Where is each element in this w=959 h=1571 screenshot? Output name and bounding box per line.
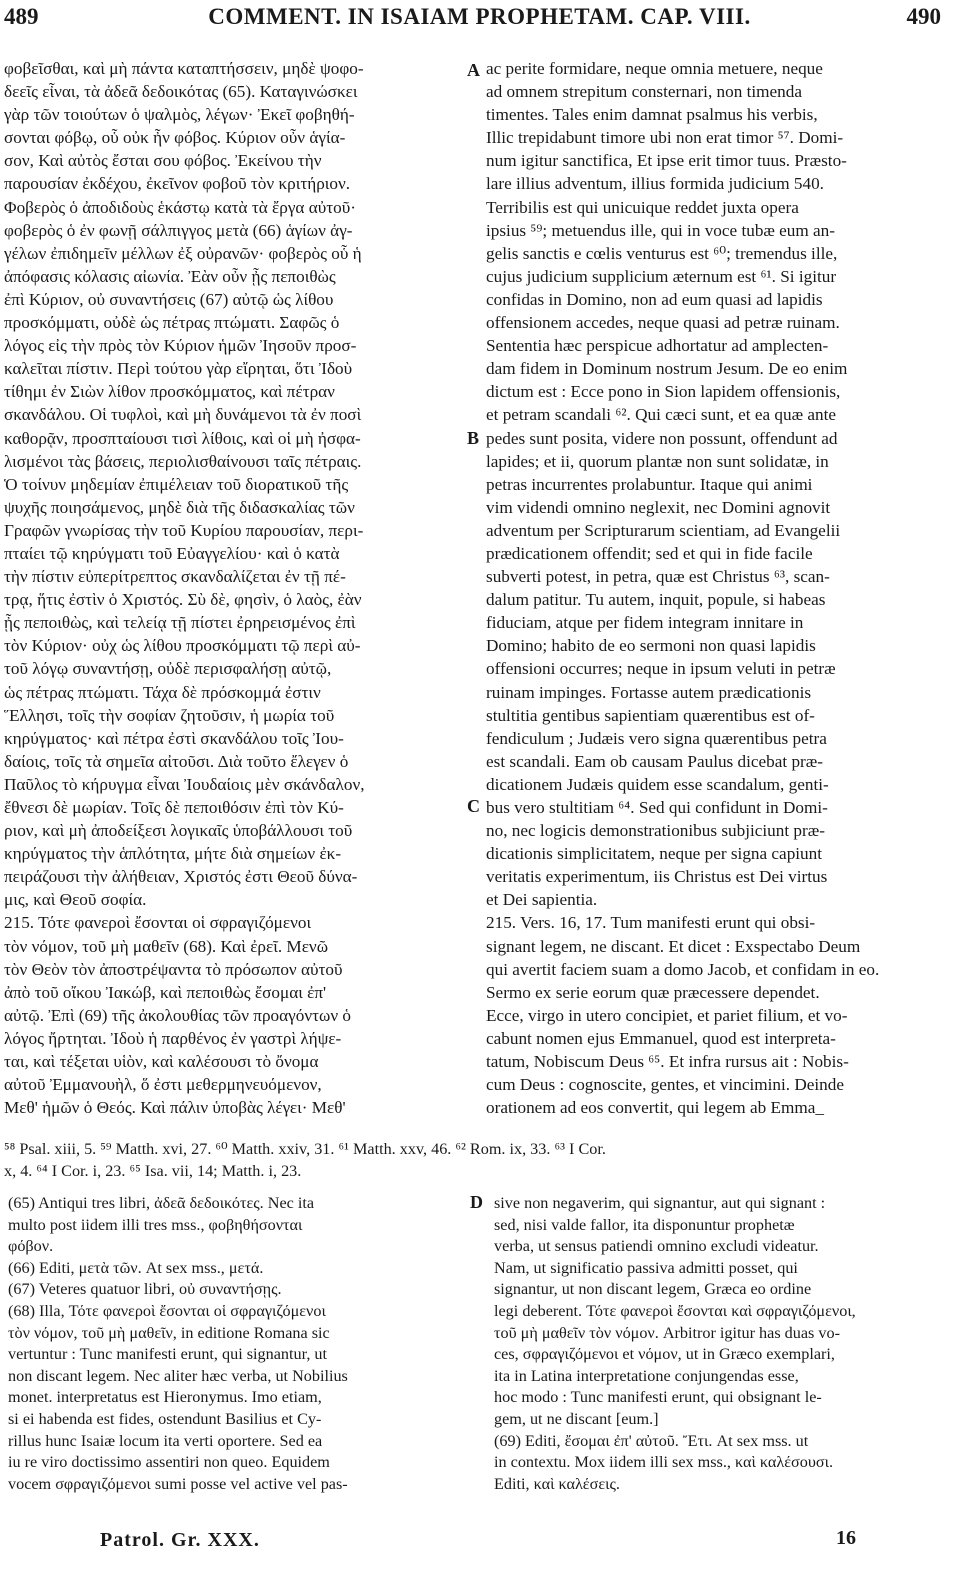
- latin-text-line: prædicationem offendit; sed et qui in fide facile: [486, 543, 813, 563]
- greek-text-line: γέλων ἐπιδημεῖν μέλλων ἐξ οὐρανῶν· φοβερὸς οὗ ἡ: [4, 243, 362, 263]
- latin-text-line: timentes. Tales enim damnat psalmus his verbis,: [486, 105, 818, 125]
- greek-text-line: Ἕλλησι, τοῖς τὴν σοφίαν ζητοῦσιν, ἡ μωρία τοῦ: [4, 705, 335, 725]
- note-line: (65) Antiqui tres libri, ἀδεᾶ δεδοικότες. Nec ita: [8, 1194, 315, 1212]
- greek-text-line: Φοβερὸς ὁ ἀποδιδοὺς ἑκάστῳ κατὰ τὰ ἔργα αὐτοῦ·: [4, 197, 356, 217]
- page-number-right: 490: [906, 4, 941, 29]
- latin-text-line: Illic trepidabunt timore ubi non erat timor ⁵⁷. Domi-: [486, 128, 844, 148]
- greek-text-line: πειράζουσι τὴν ἀλήθειαν, Χριστός ἐστι Θεοῦ δύνα-: [4, 867, 358, 887]
- greek-text-line: Παῦλος τὸ κήρυγμα εἶναι Ἰουδαίοις μὲν σκάνδαλον,: [4, 774, 365, 794]
- greek-text-line: Ὁ τοίνυν μηδεμίαν ἐπιμέλειαν τοῦ διορατικοῦ τῆς: [4, 474, 349, 494]
- greek-text-line: πταίει τῷ κηρύγματι τοῦ Εὐαγγελίου· καὶ ὁ κατὰ: [4, 543, 340, 563]
- latin-text-line: cum Deus : cognoscite, gentes, et vincimini. Deinde: [486, 1075, 844, 1095]
- greek-text-line: φοβεῖσθαι, καὶ μὴ πάντα καταπτήσσειν, μηδὲ ψοφο-: [4, 59, 364, 78]
- latin-text-line: fendiculum ; Judæis vero signa quærentibus petra: [486, 728, 827, 748]
- greek-text-line: σονται φόβῳ, οὗ οὐκ ἦν φόβος. Κύριον οὖν ἁγία-: [4, 128, 346, 148]
- section-marker-d: D: [470, 1192, 483, 1212]
- greek-text-line: κηρύγματος τὴν ἁπλότητα, μήτε διὰ σημείων ἐκ-: [4, 844, 342, 864]
- latin-text-line: stultitia gentibus sapientiam quærentibus est of-: [486, 705, 815, 725]
- note-line: signantur, ut non discant legem, Græca eo ordine: [494, 1280, 812, 1299]
- note-line: in contextu. Mox iidem illi sex mss., καὶ καλέσουσι.: [494, 1453, 834, 1472]
- note-line: φόβον.: [8, 1237, 54, 1256]
- note-line: verba, ut sensus patiendi omnino excludi videatur.: [494, 1237, 819, 1256]
- latin-text-line: Terribilis est qui unicuique reddet juxta opera: [486, 197, 799, 217]
- greek-text-line: τρᾳ, ἥτις ἐστὶν ὁ Χριστός. Σὺ δὲ, φησὶν, ὁ λαὸς, ἐὰν: [4, 590, 362, 610]
- latin-text-line: ac perite formidare, neque omnia metuere, neque: [486, 59, 823, 78]
- latin-text-line: est scandali. Eam ob causam Paulus dicebat præ-: [486, 751, 823, 771]
- section-marker-a: A: [467, 60, 480, 80]
- greek-text-line: λόγος εἰς τὴν πρὸς τὸν Κύριον ἡμῶν Ἰησοῦν προσ-: [4, 336, 357, 356]
- latin-text-line: lapides; et ii, quorum plantæ non sunt solidatæ, in: [486, 451, 829, 471]
- greek-text-line: ἀπόφασις κόλασις αἰωνία. Ἐὰν οὖν ᾖς πεποιθὼς: [4, 266, 336, 286]
- note-line: hoc modo : Tunc manifesti erunt, qui obsignant le-: [494, 1388, 822, 1407]
- latin-text-line: ad omnem strepitum consternari, non timenda: [486, 82, 802, 102]
- greek-text-line: 215. Τότε φανεροὶ ἔσονται οἱ σφραγιζόμενοι: [4, 913, 312, 933]
- greek-text-line: γὰρ τῶν τοιούτων ὁ ψαλμὸς, λέγων· Ἐκεῖ φοβηθή-: [4, 105, 355, 125]
- latin-text-line: num igitur sanctifica, Et ipse erit timor tuus. Præsto-: [486, 151, 847, 171]
- greek-text-line: τίθημι ἐν Σιὼν λίθον προσκόμματος, καὶ πέτραν: [4, 382, 335, 402]
- latin-text-line: confidas in Domino, non ad eum quasi ad lapidis: [486, 289, 823, 309]
- latin-text-line: dicationis simplicitatem, neque per signa capiunt: [486, 844, 823, 864]
- note-line: iu re viro doctissimo assentiri non queo. Equidem: [8, 1453, 330, 1472]
- latin-text-line: fiduciam, atque per fidem integram innitare in: [486, 613, 804, 633]
- note-line: (66) Editi, μετὰ τῶν. At sex mss., μετά.: [8, 1258, 264, 1277]
- editorial-notes-right: [494, 1193, 949, 1495]
- footer-series-title: Patrol. Gr. XXX.: [100, 1529, 260, 1551]
- note-line: sed, nisi valde fallor, ita disponuntur prophetæ: [494, 1215, 795, 1234]
- note-line: multo post iidem illi tres mss., φοβηθήσονται: [8, 1215, 303, 1234]
- greek-text-line: Μεθ' ἡμῶν ὁ Θεός. Καὶ πάλιν ὑποβὰς λέγει· Μεθ': [4, 1098, 346, 1118]
- latin-text-line: gelis sanctis e cœlis venturus est ⁶⁰; tremendus ille,: [486, 243, 838, 263]
- latin-text-line: ruinam impinges. Fortasse autem prædicationis: [486, 682, 812, 702]
- latin-text-line: dalum patitur. Tu autem, inquit, popule, si habeas: [486, 590, 826, 610]
- latin-text-line: Ecce, virgo in utero concipiet, et pariet filium, et vo-: [486, 1005, 848, 1025]
- latin-text-column: [486, 57, 941, 1119]
- note-line: monet. interpretatus est Hieronymus. Imo etiam,: [8, 1388, 322, 1407]
- greek-text-line: τὴν πίστιν εὐπερίτρεπτος σκανδαλίζεται ἐν τῇ πέ-: [4, 567, 346, 587]
- latin-text-line: 215. Vers. 16, 17. Tum manifesti erunt qui obsi-: [486, 913, 816, 933]
- note-line: ita in Latina interpretatione conjungendas esse,: [494, 1366, 799, 1385]
- greek-text-line: καλεῖται πίστιν. Περὶ τούτου γὰρ εἴρηται, ὅτι Ἰδοὺ: [4, 359, 353, 379]
- editorial-notes-left: [8, 1193, 468, 1495]
- greek-text-line: τὸν Κύριον· οὐχ ὡς λίθου προσκόμματι τῷ περὶ αὐ-: [4, 636, 361, 656]
- note-line: (67) Veteres quatuor libri, οὐ συναντήσῃς.: [8, 1280, 282, 1299]
- latin-text-line: Sententia hæc perspicue adhortatur ad amplecten-: [486, 336, 829, 356]
- latin-text-line: ipsius ⁵⁹; metuendus ille, qui in voce tubæ eum an-: [486, 220, 836, 240]
- greek-text-line: ψυχῆς ποιησάμενος, μηδὲ διὰ τῆς διδασκαλίας τῶν: [4, 497, 355, 517]
- section-marker-b: B: [467, 428, 480, 448]
- greek-text-line: σον, Καὶ αὐτὸς ἔσται σου φόβος. Ἐκείνου τὴν: [4, 151, 322, 171]
- latin-text-line: no, nec logicis demonstrationibus subjiciunt præ-: [486, 821, 825, 841]
- latin-text-line: dicationem Judæis quidem esse scandalum, genti-: [486, 774, 829, 794]
- latin-text-line: orationem ad eos convertit, qui legem ab Emma_: [486, 1098, 824, 1118]
- scripture-references: [4, 1139, 949, 1182]
- latin-text-line: lare illius adventum, illius formida judicium 540.: [486, 174, 824, 194]
- section-marker-c: C: [467, 796, 480, 816]
- latin-text-line: tatum, Nobiscum Deus ⁶⁵. Et infra rursus ait : Nobis-: [486, 1052, 849, 1072]
- latin-text-line: et petram scandali ⁶². Qui cæci sunt, et ea quæ ante: [486, 405, 837, 425]
- latin-text-line: pedes sunt posita, videre non possunt, offendunt ad: [486, 428, 838, 448]
- greek-text-line: αὐτοῦ Ἐμμανουὴλ, ὅ ἐστι μεθερμηνευόμενον,: [4, 1075, 322, 1095]
- latin-text-line: veritatis experimentum, iis Christus est Dei virtus: [486, 867, 828, 887]
- page-number-left: 489: [4, 4, 39, 29]
- note-line: Editi, καὶ καλέσεις.: [494, 1474, 620, 1493]
- greek-text-line: Γραφῶν γνωρίσας τὴν τοῦ Κυρίου παρουσίαν, περι-: [4, 520, 364, 540]
- latin-text-line: dictum est : Ecce pono in Sion lapidem offensionis,: [486, 382, 841, 402]
- latin-text-line: dam fidem in Dominum nostrum Jesum. De eo enim: [486, 359, 848, 379]
- footer-signature-number: 16: [836, 1527, 856, 1549]
- note-line: vocem σφραγιζόμενοι sumi posse vel active vel pas-: [8, 1474, 348, 1493]
- greek-text-line: λισμένοι τὰς βάσεις, περιολισθαίνουσι ταῖς πέτραις.: [4, 451, 362, 471]
- greek-text-column: [4, 57, 466, 1119]
- note-line: (68) Illa, Τότε φανεροὶ ἔσονται οἱ σφραγιζόμενοι: [8, 1301, 326, 1320]
- latin-text-line: Domino; habito de eo sermoni non quasi lapidis: [486, 636, 816, 656]
- note-line: ces, σφραγιζόμενοι et νόμον, ut in Græco exemplari,: [494, 1345, 835, 1364]
- greek-text-line: φοβερὸς ὁ ἐν φωνῇ σάλπιγγος μετὰ (66) ἁγίων ἀγ-: [4, 220, 353, 240]
- note-line: gem, ut ne discant [eum.]: [494, 1409, 659, 1428]
- note-line: rillus hunc Isaiæ locum ita verti oportere. Sed ea: [8, 1431, 323, 1450]
- greek-text-line: ὡς πέτρας πτώματι. Τάχα δὲ πρόσκομμά ἐστιν: [4, 682, 321, 702]
- note-line: τοῦ μὴ μαθεῖν τὸν νόμον. Arbitror igitur has duas vo-: [494, 1323, 840, 1342]
- latin-text-line: offensioni occurres; neque in ipsum veluti in petræ: [486, 659, 836, 679]
- note-line: si ei habenda est fides, ostendunt Basilius et Cy-: [8, 1409, 322, 1428]
- greek-text-line: τὸν νόμον, τοῦ μὴ μαθεῖν (68). Καὶ ἐρεῖ. Μενῶ: [4, 936, 329, 956]
- note-line: vertuntur : Tunc manifesti erunt, qui signantur, ut: [8, 1345, 328, 1364]
- scripture-reference-line: ⁵⁸ Psal. xiii, 5. ⁵⁹ Matth. xvi, 27. ⁶⁰ Matth. xxiv, 31. ⁶¹ Matth. xxv, 46. ⁶² Rom. ix, 33. ⁶³ I Cor.: [4, 1140, 606, 1158]
- greek-text-line: τὸν Θεὸν τὸν ἀποστρέψαντα τὸ πρόσωπον αὐτοῦ: [4, 959, 343, 979]
- greek-text-line: ται, καὶ τέξεται υἱὸν, καὶ καλέσουσι τὸ ὄνομα: [4, 1052, 319, 1072]
- latin-text-line: subverti potest, in petra, quæ est Christus ⁶³, scan-: [486, 567, 830, 587]
- greek-text-line: δαίοις, τοῖς τὰ σημεῖα αἰτοῦσι. Διὰ τοῦτο ἔλεγεν ὁ: [4, 751, 349, 771]
- latin-text-line: et Dei sapientia.: [486, 890, 598, 910]
- greek-text-line: σκανδάλου. Οἱ τυφλοὶ, καὶ μὴ δυνάμενοι τὰ ἐν ποσὶ: [4, 405, 362, 425]
- greek-text-line: λόγος ἤρτηται. Ἰδοὺ ἡ παρθένος ἐν γαστρὶ λήψε-: [4, 1028, 342, 1048]
- greek-text-line: ριον, καὶ μὴ ἀποδείξεσι λογικαῖς ὑποβάλλουσι τοῦ: [4, 821, 353, 841]
- greek-text-line: καθορᾷν, προσπταίουσι τισὶ λίθοις, καὶ οἱ μὴ ἠσφα-: [4, 428, 361, 448]
- note-line: legi deberent. Τότε φανεροὶ ἔσονται καὶ σφραγιζόμενοι,: [494, 1301, 856, 1320]
- greek-text-line: ᾖς πεποιθὼς, καὶ τελείᾳ τῇ πίστει ἐρηρεισμένος ἐπὶ: [4, 613, 356, 633]
- latin-text-line: qui avertit faciem suam a domo Jacob, et confidam in eo.: [486, 959, 880, 979]
- greek-text-line: δεεῖς εἶναι, τὰ ἀδεᾶ δεδοικότας (65). Καταγινώσκει: [4, 82, 358, 102]
- latin-text-line: bus vero stultitiam ⁶⁴. Sed qui confidunt in Domi-: [486, 798, 828, 817]
- latin-text-line: Sermo ex serie eorum quæ præcessere dependet.: [486, 982, 820, 1002]
- latin-text-line: cujus judicium supplicium æternum est ⁶¹. Si igitur: [486, 266, 837, 286]
- greek-text-line: ἐπὶ Κύριον, οὐ συναντήσεις (67) αὐτῷ ὡς λίθου: [4, 289, 334, 309]
- latin-text-line: offensionem accedes, neque quasi ad petræ ruinam.: [486, 313, 840, 333]
- greek-text-line: κηρύγματος· καὶ πέτρα ἐστὶ σκανδάλου τοῖς Ἰου-: [4, 728, 344, 748]
- note-line: τὸν νόμον, τοῦ μὴ μαθεῖν, in editione Romana sic: [8, 1323, 330, 1342]
- greek-text-line: ἔθνεσι δὲ μωρίαν. Τοῖς δὲ πεποιθόσιν ἐπὶ τὸν Κύ-: [4, 798, 344, 817]
- running-title: COMMENT. IN ISAIAM PROPHETAM. CAP. VIII.: [208, 4, 751, 29]
- note-line: non discant legem. Nec aliter hæc verba, ut Nobilius: [8, 1366, 348, 1385]
- greek-text-line: αὐτῷ. Ἐπὶ (69) τῆς ἀκολουθίας τῶν προαγόντων ὁ: [4, 1005, 351, 1025]
- note-line: Nam, ut significatio passiva admitti posset, qui: [494, 1258, 798, 1277]
- greek-text-line: ἀπὸ τοῦ οἴκου Ἰακώβ, καὶ πεποιθὼς ἔσομαι ἐπ': [4, 982, 327, 1002]
- note-line: (69) Editi, ἔσομαι ἐπ' αὐτοῦ. Ἔτι. At sex mss. ut: [494, 1431, 809, 1450]
- greek-text-line: μις, καὶ Θεοῦ σοφία.: [4, 890, 147, 910]
- note-line: sive non negaverim, qui signantur, aut qui signant :: [494, 1194, 826, 1212]
- latin-text-line: petras incurrentes prolabuntur. Itaque qui animi: [486, 474, 813, 494]
- latin-text-line: vim videndi omnino neglexit, nec Domini agnovit: [486, 497, 831, 517]
- greek-text-line: παρουσίαν ἐκδέχου, ἐκεῖνον φοβοῦ τὸν κριτήριον.: [4, 174, 351, 194]
- scripture-reference-line: x, 4. ⁶⁴ I Cor. i, 23. ⁶⁵ Isa. vii, 14; Matth. i, 23.: [4, 1161, 302, 1180]
- latin-text-line: signant legem, ne discant. Et dicet : Exspectabo Deum: [486, 936, 861, 956]
- latin-text-line: adventum per Scripturarum scientiam, ad Evangelii: [486, 520, 841, 540]
- greek-text-line: τοῦ λόγῳ συναντήσῃ, οὐδὲ περισφαλήσῃ αὐτῷ,: [4, 659, 332, 679]
- latin-text-line: cabunt nomen ejus Emmanuel, quod est interpreta-: [486, 1028, 836, 1048]
- greek-text-line: προσκόμματι, οὐδὲ ὡς πέτρας πτώματι. Σαφῶς ὁ: [4, 313, 340, 333]
